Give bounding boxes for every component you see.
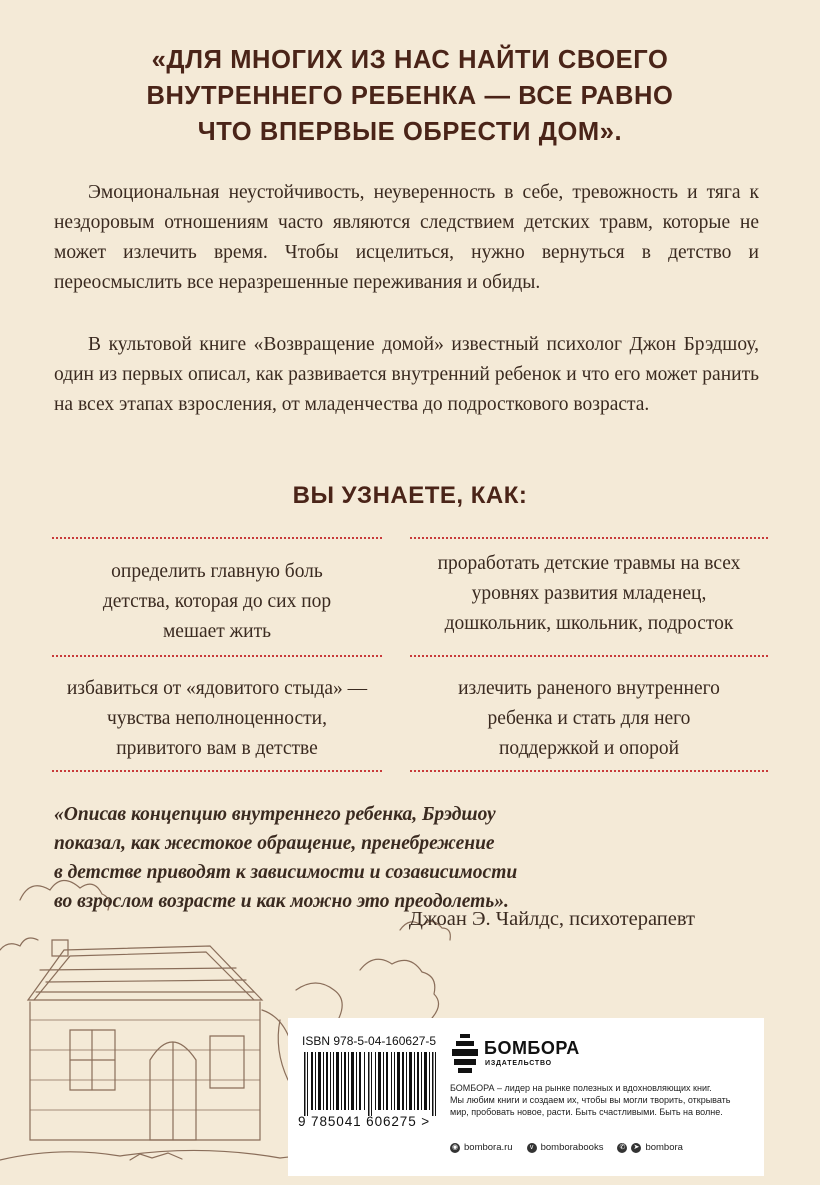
social-label: bombora — [645, 1142, 683, 1153]
quote-author: Джоан Э. Чайлдс, психотерапевт — [408, 908, 695, 930]
learn-item-line: избавиться от «ядовитого стыда» — — [66, 678, 368, 699]
learn-item — [400, 674, 778, 764]
learn-item — [400, 549, 778, 639]
publisher-subtitle: ИЗДАТЕЛЬСТВО — [485, 1060, 552, 1067]
publisher-name: БОМБОРА — [484, 1038, 580, 1058]
chat-icon: ✆ — [617, 1143, 627, 1153]
divider — [52, 655, 382, 657]
learn-item-line: чувства неполноценности, — [107, 708, 327, 729]
barcode-digits: 9 785041 606275 > — [298, 1114, 431, 1129]
learn-item-line: детства, которая до сих пор — [102, 591, 332, 612]
learn-item-line: проработать детские травмы на всех — [437, 553, 741, 574]
headline-line: ЧТО ВПЕРВЫЕ ОБРЕСТИ ДОМ». — [197, 118, 623, 146]
headline-line: ВНУТРЕННЕГО РЕБЕНКА — ВСЕ РАВНО — [146, 82, 674, 110]
social-label: bombora.ru — [464, 1142, 513, 1153]
headline-line: «ДЛЯ МНОГИХ ИЗ НАС НАЙТИ СВОЕГО — [151, 46, 669, 74]
social-links — [450, 1142, 683, 1153]
learn-item-line: поддержкой и опорой — [498, 738, 680, 759]
headline-quote — [80, 42, 740, 150]
quote-line: показал, как жестокое обращение, пренебрежение — [54, 833, 495, 854]
vk-icon: v — [527, 1143, 537, 1153]
quote-line: в детстве приводят к зависимости и созависимости — [54, 862, 518, 883]
bombora-logo-icon — [450, 1032, 480, 1074]
telegram-icon: ➤ — [631, 1143, 641, 1153]
social-messengers[interactable] — [617, 1142, 683, 1153]
divider — [52, 537, 382, 539]
publisher-text-line: мир, пробовать новое, расти. Быть счастливыми. Быть на волне. — [450, 1107, 723, 1117]
learn-item-line: излечить раненого внутреннего — [458, 678, 720, 699]
social-vk[interactable] — [527, 1142, 604, 1153]
learn-item-line: ребенка и стать для него — [487, 708, 691, 729]
learn-item — [52, 557, 382, 647]
review-quote — [54, 800, 766, 916]
intro-paragraph: Эмоциональная неустойчивость, неуверенность в себе, тревожность и тяга к нездоровым отношениям часто являются следствием детских травм, которые не может излечить время. Чтобы исцелиться, нужно вернуться в детство и переосмыслить все неразрешенные переживания и обиды. — [54, 182, 759, 293]
quote-line: во взрослом возрасте и как можно это преодолеть». — [54, 891, 509, 912]
divider — [410, 655, 768, 657]
book-paragraph: В культовой книге «Возвращение домой» известный психолог Джон Брэдшоу, один из первых описал, как развивается внутренний ребенок и что его может ранить на всех этапах взросления, от младенчества до подросткового возраста. — [54, 334, 759, 415]
divider — [410, 770, 768, 772]
learn-item-line: привитого вам в детстве — [116, 738, 318, 759]
learn-item-line: мешает жить — [162, 621, 272, 642]
learn-item-line: уровнях развития младенец, — [471, 583, 707, 604]
publisher-description — [450, 1082, 750, 1118]
learn-item — [40, 674, 394, 764]
divider — [410, 537, 768, 539]
social-label: bomborabooks — [540, 1142, 604, 1153]
publisher-text-line: БОМБОРА – лидер на рынке полезных и вдохновляющих книг. — [450, 1083, 712, 1093]
learn-item-line: дошкольник, школьник, подросток — [444, 613, 734, 634]
quote-line: «Описав концепцию внутреннего ребенка, Брэдшоу — [54, 804, 496, 825]
learn-item-line: определить главную боль — [111, 561, 323, 582]
web-icon: ◉ — [451, 1143, 459, 1151]
isbn-label: ISBN 978-5-04-160627-5 — [302, 1034, 437, 1048]
divider — [52, 770, 382, 772]
learn-heading: ВЫ УЗНАЕТЕ, КАК: — [292, 482, 528, 509]
publisher-text-line: Мы любим книги и создаем их, чтобы вы могли творить, открывать — [450, 1095, 731, 1105]
barcode-icon — [302, 1052, 452, 1116]
isbn-publisher-panel — [288, 1018, 764, 1176]
social-website[interactable] — [450, 1142, 513, 1153]
